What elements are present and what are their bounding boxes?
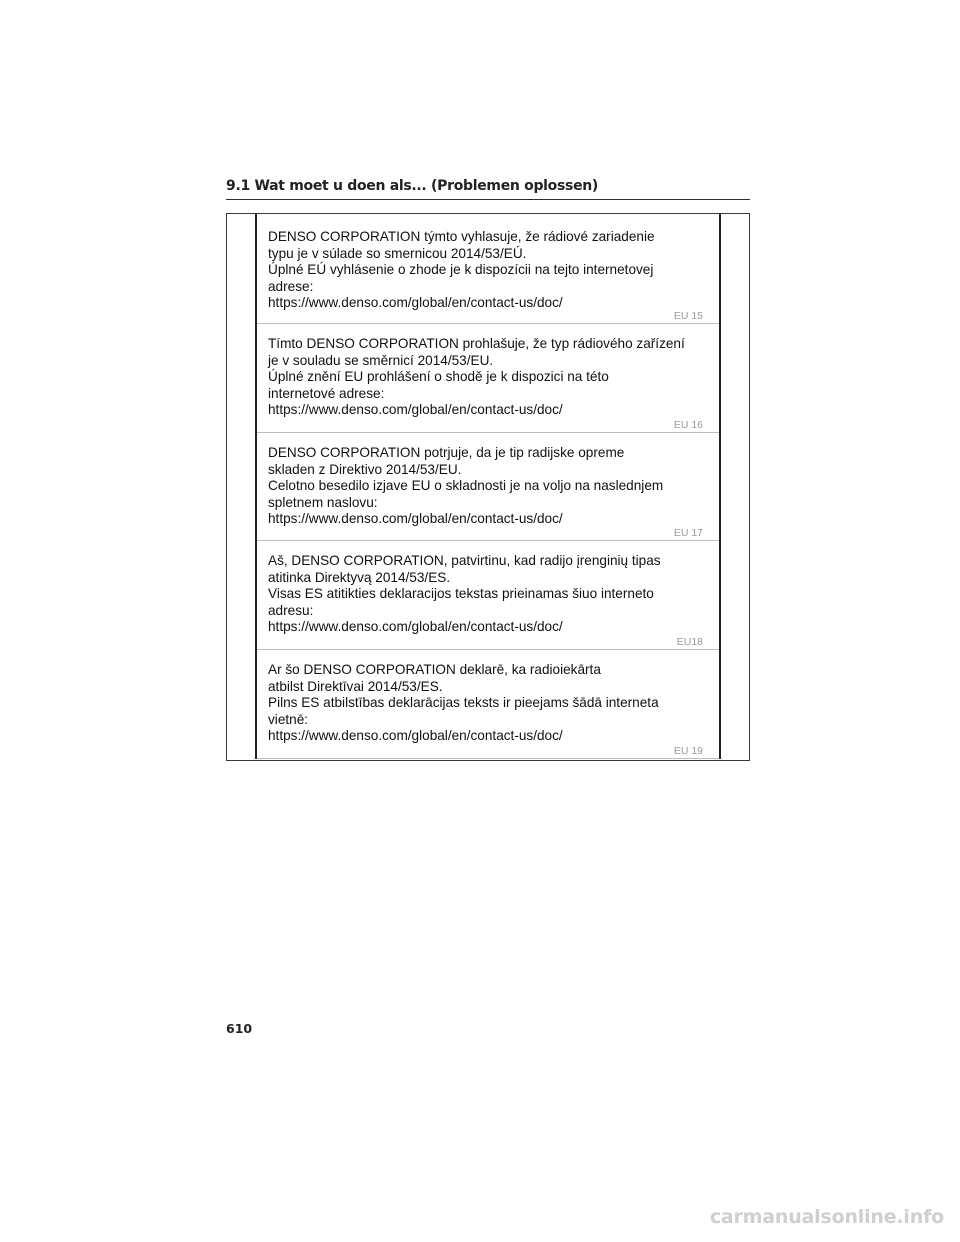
declaration-url: https://www.denso.com/global/en/contact-us/doc/ bbox=[268, 511, 563, 526]
declaration-url: https://www.denso.com/global/en/contact-us/doc/ bbox=[268, 295, 563, 310]
watermark: carmanualsonline.info bbox=[709, 1206, 944, 1228]
declaration-url: https://www.denso.com/global/en/contact-us/doc/ bbox=[268, 619, 563, 634]
declaration-line: je v souladu se směrnicí 2014/53/EU. bbox=[268, 352, 494, 368]
declaration-url: https://www.denso.com/global/en/contact-us/doc/ bbox=[268, 728, 563, 743]
declaration-block-eu17 bbox=[257, 433, 719, 541]
declaration-line: Úplné EÚ vyhlásenie o zhode je k dispozícii na tejto internetovej bbox=[268, 262, 654, 277]
declaration-line: Ar šo DENSO CORPORATION deklarē, ka radioiekārta bbox=[268, 662, 601, 677]
declaration-code: EU 16 bbox=[673, 419, 703, 431]
declaration-code: EU 17 bbox=[673, 527, 703, 539]
declaration-line: atitinka Direktyvą 2014/53/ES. bbox=[268, 569, 451, 585]
page-number: 610 bbox=[226, 1021, 253, 1036]
declaration-line: typu je v súlade so smernicou 2014/53/EÚ. bbox=[268, 245, 527, 261]
declaration-line: spletnem naslovu: bbox=[268, 494, 378, 510]
declaration-text bbox=[268, 445, 708, 528]
declaration-line: Aš, DENSO CORPORATION, patvirtinu, kad radijo įrenginių tipas bbox=[268, 553, 661, 568]
declaration-text bbox=[268, 229, 708, 312]
declaration-line: adrese: bbox=[268, 278, 314, 294]
declaration-block-eu18 bbox=[257, 541, 719, 650]
declaration-text bbox=[268, 662, 708, 745]
declaration-line: internetové adrese: bbox=[268, 385, 385, 401]
declaration-line: Úplné znění EU prohlášení o shodě je k dispozici na této bbox=[268, 369, 609, 384]
declaration-code: EU 15 bbox=[673, 310, 703, 322]
declaration-line: vietnē: bbox=[268, 711, 309, 727]
declaration-line: Tímto DENSO CORPORATION prohlašuje, že typ rádiového zařízení bbox=[268, 336, 685, 351]
declaration-line: DENSO CORPORATION týmto vyhlasuje, že rádiové zariadenie bbox=[268, 229, 655, 244]
declaration-line: atbilst Direktīvai 2014/53/ES. bbox=[268, 678, 443, 694]
declaration-line: skladen z Direktivo 2014/53/EU. bbox=[268, 461, 462, 477]
declaration-url: https://www.denso.com/global/en/contact-us/doc/ bbox=[268, 402, 563, 417]
declarations-column bbox=[255, 214, 721, 759]
declaration-text bbox=[268, 336, 708, 419]
declaration-line: Celotno besedilo izjave EU o skladnosti je na voljo na naslednjem bbox=[268, 478, 664, 493]
section-title: 9.1 Wat moet u doen als... (Problemen oplossen) bbox=[226, 178, 599, 194]
section-header bbox=[226, 178, 750, 200]
declaration-block-eu15 bbox=[257, 214, 719, 324]
declaration-line: adresu: bbox=[268, 602, 314, 618]
declaration-code: EU 19 bbox=[673, 745, 703, 757]
declarations-frame bbox=[226, 213, 750, 761]
declaration-line: Pilns ES atbilstības deklarācijas teksts ir pieejams šādā interneta bbox=[268, 695, 659, 710]
declaration-block-eu19 bbox=[257, 650, 719, 759]
declaration-line: DENSO CORPORATION potrjuje, da je tip radijske opreme bbox=[268, 445, 625, 460]
declaration-line: Visas ES atitikties deklaracijos tekstas prieinamas šiuo interneto bbox=[268, 586, 654, 601]
declaration-code: EU18 bbox=[676, 636, 703, 648]
declaration-text bbox=[268, 553, 708, 636]
declaration-block-eu16 bbox=[257, 324, 719, 433]
